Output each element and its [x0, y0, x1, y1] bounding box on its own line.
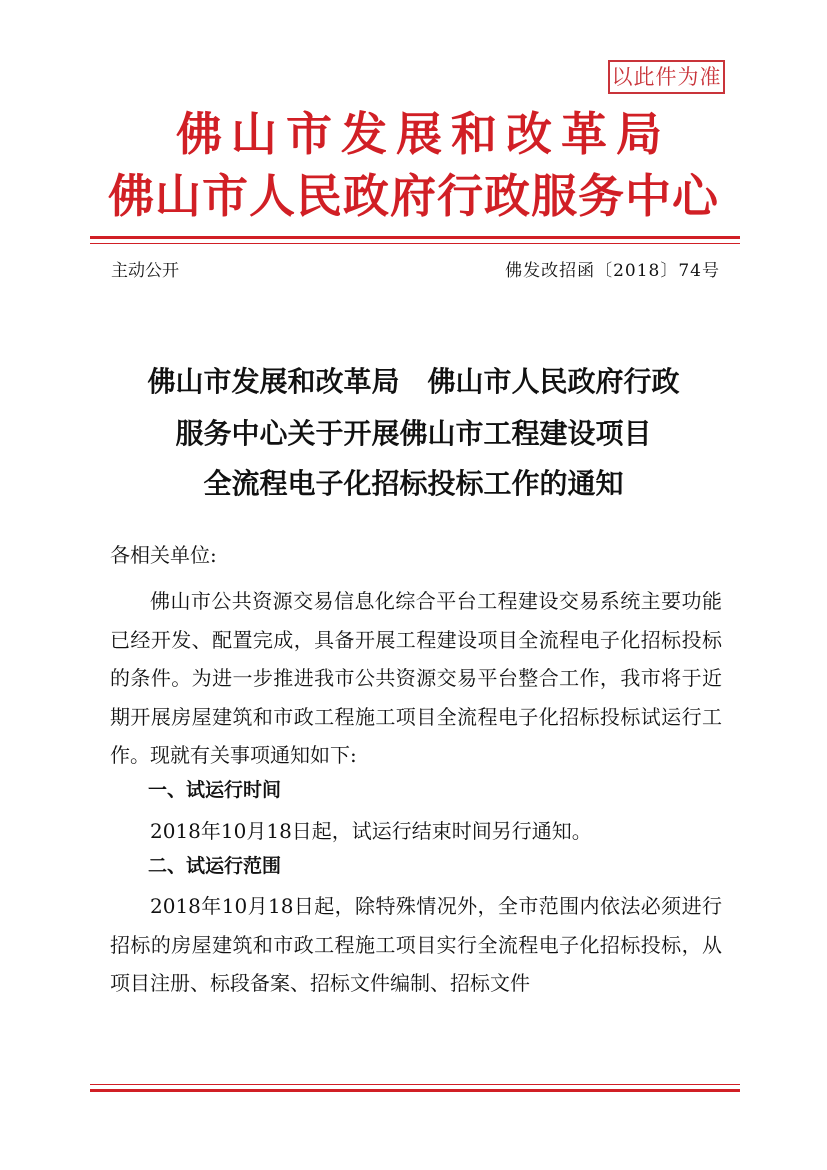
issuing-org-1: 佛山市发展和改革局 — [176, 107, 671, 161]
header-divider-thin — [90, 243, 740, 244]
document-title-line-2: 服务中心关于开展佛山市工程建设项目 — [175, 417, 652, 450]
issuing-org-2: 佛山市人民政府行政服务中心 — [108, 169, 719, 223]
footer-divider-thick — [90, 1089, 740, 1092]
document-title-line-1: 佛山市发展和改革局 佛山市人民政府行政 — [147, 365, 680, 398]
disclosure-label: 主动公开 — [111, 261, 179, 281]
section-heading-2: 二、试运行范围 — [148, 855, 282, 877]
salutation: 各相关单位: — [110, 543, 217, 567]
paragraph-trial-time: 2018年10月18日起，试运行结束时间另行通知。 — [150, 819, 592, 843]
paragraph-trial-scope: 2018年10月18日起，除特殊情况外，全市范围内依法必须进行招标的房屋建筑和市政工程施工项目实行全流程电子化招标投标，从项目注册、标段备案、招标文件编制、招标文件 — [110, 894, 722, 995]
section-heading-1: 一、试运行时间 — [148, 779, 282, 801]
document-title-line-3: 全流程电子化招标投标工作的通知 — [203, 467, 624, 500]
header-divider-thick — [90, 236, 740, 239]
authority-stamp: 以此件为准 — [608, 60, 725, 94]
footer-divider-thin — [90, 1084, 740, 1085]
paragraph-intro: 佛山市公共资源交易信息化综合平台工程建设交易系统主要功能已经开发、配置完成，具备开展工程建设项目全流程电子化招标投标的条件。为进一步推进我市公共资源交易平台整合工作，我市将于近期开展房屋建筑和市政工程施工项目全流程电子化招标投标试运行工作。现就有关事项通知如下: — [110, 589, 722, 767]
document-number: 佛发改招函〔2018〕74号 — [505, 261, 720, 281]
